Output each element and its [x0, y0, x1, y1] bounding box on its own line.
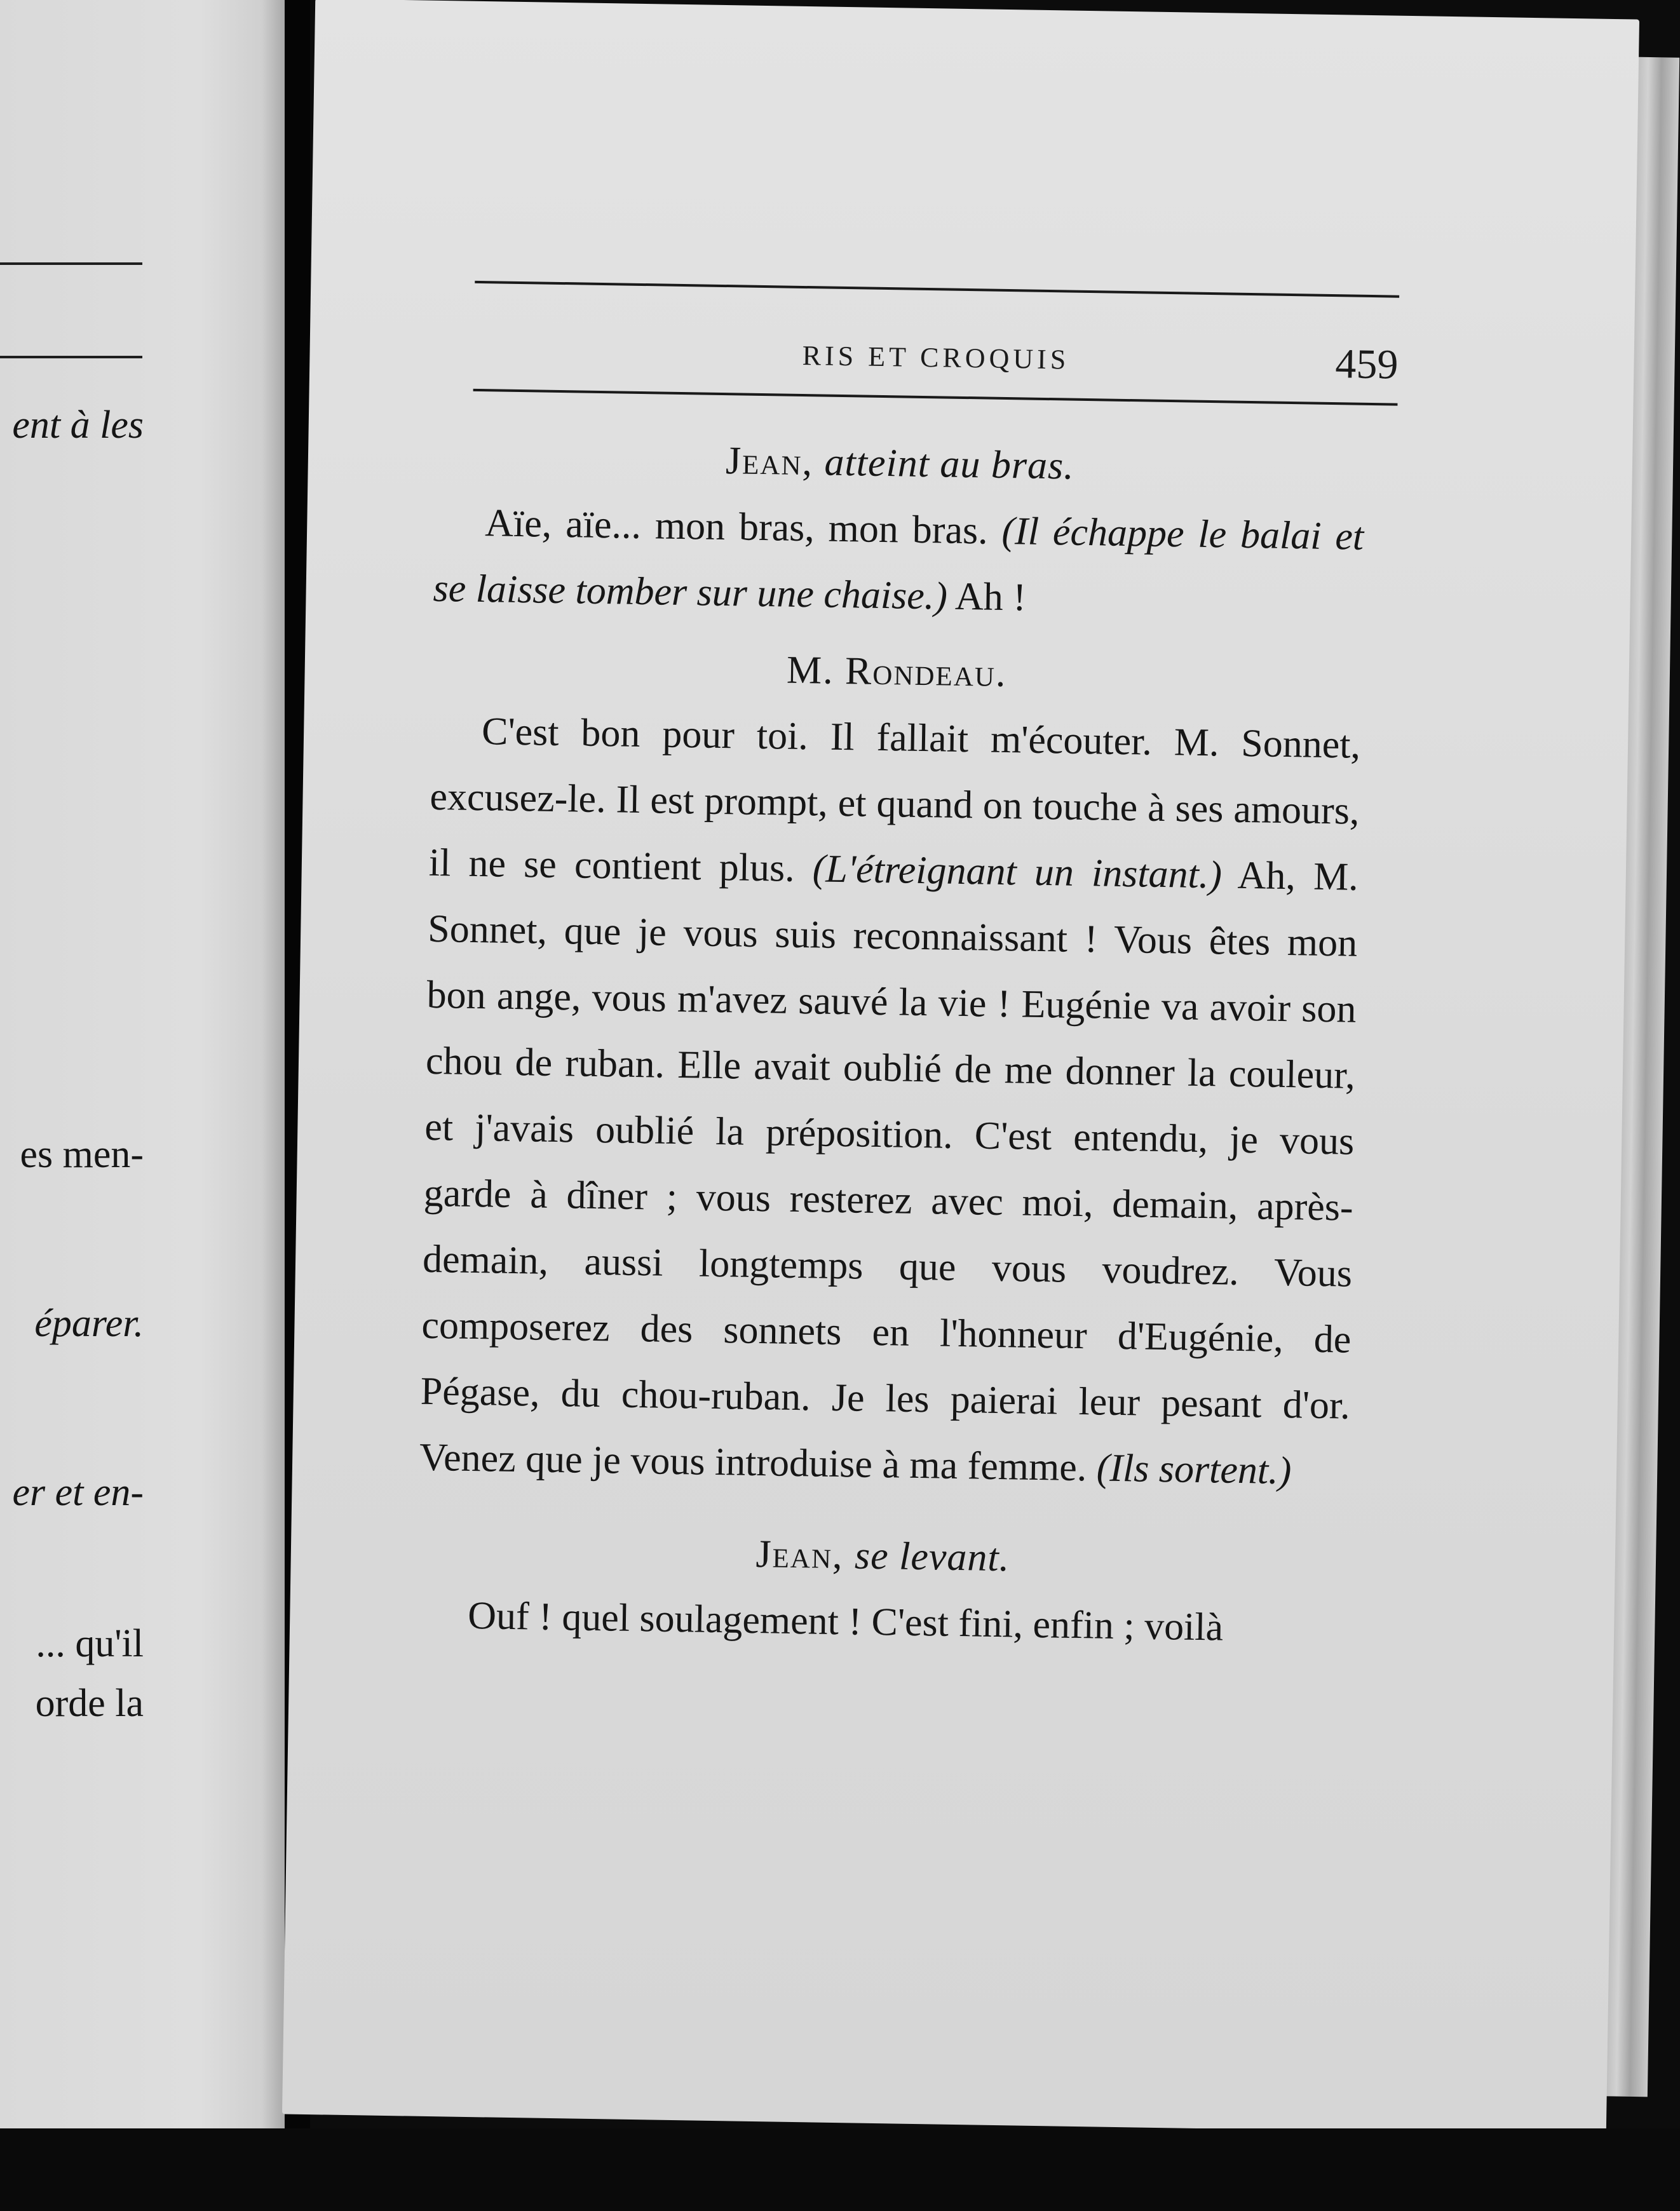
left-page-rule-top [0, 262, 142, 265]
dialogue-text: Ouf ! quel soulagement ! C'est fini, enfin ; voilà [467, 1593, 1224, 1649]
left-page [0, 0, 285, 2170]
stage-direction: se levant. [854, 1534, 1010, 1580]
dialogue-text: Ah, M. Sonnet, que je vous suis reconnaissant ! Vous êtes mon bon ange, vous m'avez sauvé la vie ! Eugénie va avoir son chou de ruban. Elle avait oublié de me donner la couleur, et j'avais oublié la préposition. C'est entendu, je vous garde à dîner ; vous resterez avec moi, demain, après-demain, aussi longtemps que vous voudrez. Vous composerez des sonnets en l'honneur d'Eugénie, de Pégase, du chou-ruban. Je les paierai leur pesant d'or. Venez que je vous introduise à ma femme. [419, 853, 1359, 1490]
stage-direction: (L'étreignant un instant.) [812, 847, 1223, 897]
header-rule-bottom [473, 389, 1398, 406]
scan-bottom-border [0, 2128, 1680, 2211]
play-text [417, 423, 1365, 1663]
stage-direction: (Il échappe le balai et se laisse tomber sur une chaise.) [433, 509, 1364, 618]
left-page-rule-bottom [0, 356, 142, 358]
left-page-line: ... qu'il [36, 1622, 144, 1665]
speaker-name: Jean, [755, 1532, 844, 1578]
speaker-name: M. Rondeau. [786, 648, 1008, 696]
stage-direction: atteint au bras. [824, 440, 1075, 488]
dialogue-text: Aïe, aïe... mon bras, mon bras. [484, 501, 1003, 553]
left-page-line: ent à les [12, 403, 144, 447]
left-page-line: er et en- [12, 1471, 144, 1514]
left-page-line: éparer. [34, 1302, 144, 1345]
running-title: RIS ET CROQUIS [802, 339, 1070, 375]
dialogue-paragraph [419, 698, 1360, 1505]
dialogue-paragraph [417, 1582, 1347, 1663]
speaker-name: Jean, [725, 439, 814, 484]
left-page-line: es men- [20, 1133, 144, 1176]
stage-direction: (Ils sortent.) [1096, 1446, 1292, 1493]
header-rule-top [475, 281, 1399, 298]
running-head [473, 327, 1399, 392]
left-page-line: orde la [35, 1682, 144, 1725]
dialogue-text: C'est bon pour toi. Il fallait m'écouter. M. Sonnet, excusez-le. Il est prompt, et quand on touche à ses amours, il ne se contient plus. [428, 710, 1361, 891]
page-number: 459 [1334, 341, 1399, 388]
dialogue-paragraph [433, 489, 1364, 636]
right-page [282, 0, 1639, 2135]
dialogue-text: Ah ! [947, 574, 1027, 619]
